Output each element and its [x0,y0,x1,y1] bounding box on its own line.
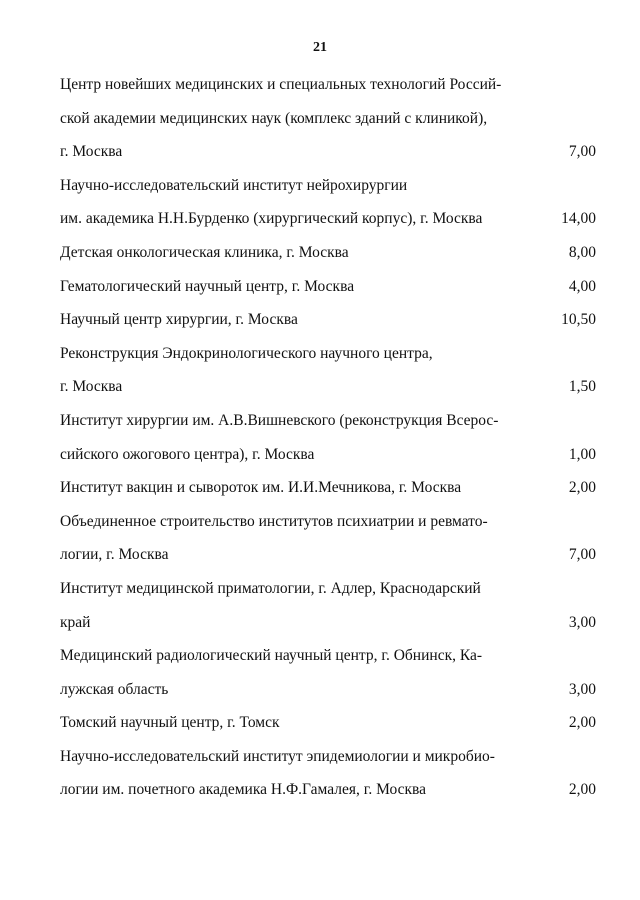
entry-line [60,303,596,337]
entry-line [60,639,596,673]
entry-value: 3,00 [568,680,596,698]
entry-text: Детская онкологическая клиника, г. Москва [60,243,349,261]
entry-line [60,505,596,539]
entry-line [60,471,596,505]
entry-value: 3,00 [568,613,596,631]
entry-line [60,68,596,102]
entry-line [60,169,596,203]
entry-value: 7,00 [568,546,596,564]
entry-line [60,404,596,438]
entry-line [60,236,596,270]
entry-line [60,773,596,807]
entry-text: логии, г. Москва [60,546,169,564]
entry-text: Гематологический научный центр, г. Москва [60,277,355,295]
entry-line [60,706,596,740]
entry-line [60,740,596,774]
entry-list [60,68,596,807]
entry-text: Научно-исследовательский институт эпидемиологии и микробио- [60,747,495,765]
entry-text: сийского ожогового центра), г. Москва [60,445,315,463]
entry-text: Объединенное строительство институтов психиатрии и ревмато- [60,512,488,530]
entry-text: Научный центр хирургии, г. Москва [60,311,298,329]
entry-line [60,438,596,472]
entry-line [60,102,596,136]
entry-text: Институт медицинской приматологии, г. Адлер, Краснодарский [60,579,481,597]
entry-value: 14,00 [561,210,596,228]
entry-line [60,202,596,236]
entry-text: логии им. почетного академика Н.Ф.Гамалея, г. Москва [60,781,427,799]
entry-value: 1,00 [568,445,596,463]
entry-text: Медицинский радиологический научный центр, г. Обнинск, Ка- [60,647,483,665]
entry-text: Институт хирургии им. А.В.Вишневского (реконструкция Всерос- [60,411,499,429]
page-number: 21 [313,40,327,55]
entry-line [60,572,596,606]
entry-value: 8,00 [568,243,596,261]
entry-line [60,135,596,169]
entry-value: 2,00 [568,479,596,497]
entry-text: лужская область [60,680,169,698]
entry-value: 4,00 [568,277,596,295]
entry-text: край [60,613,91,631]
entry-text: г. Москва [60,143,123,161]
entry-text: Реконструкция Эндокринологического научного центра, [60,344,433,362]
entry-line [60,538,596,572]
entry-value: 2,00 [568,781,596,799]
entry-value: 7,00 [568,143,596,161]
entry-text: Научно-исследовательский институт нейрохирургии [60,176,408,194]
entry-value: 2,00 [568,714,596,732]
entry-text: Томский научный центр, г. Томск [60,714,280,732]
entry-line [60,673,596,707]
entry-line [60,270,596,304]
entry-line [60,337,596,371]
entry-text: г. Москва [60,378,123,396]
entry-text: им. академика Н.Н.Бурденко (хирургический корпус), г. Москва [60,210,483,228]
entry-text: Центр новейших медицинских и специальных технологий Россий- [60,76,502,93]
entry-text: ской академии медицинских наук (комплекс зданий с клиникой), [60,109,488,127]
entry-text: Институт вакцин и сывороток им. И.И.Мечникова, г. Москва [60,479,462,497]
entry-value: 1,50 [568,378,596,396]
entry-value: 10,50 [561,311,596,329]
entry-line [60,370,596,404]
entry-line [60,606,596,640]
